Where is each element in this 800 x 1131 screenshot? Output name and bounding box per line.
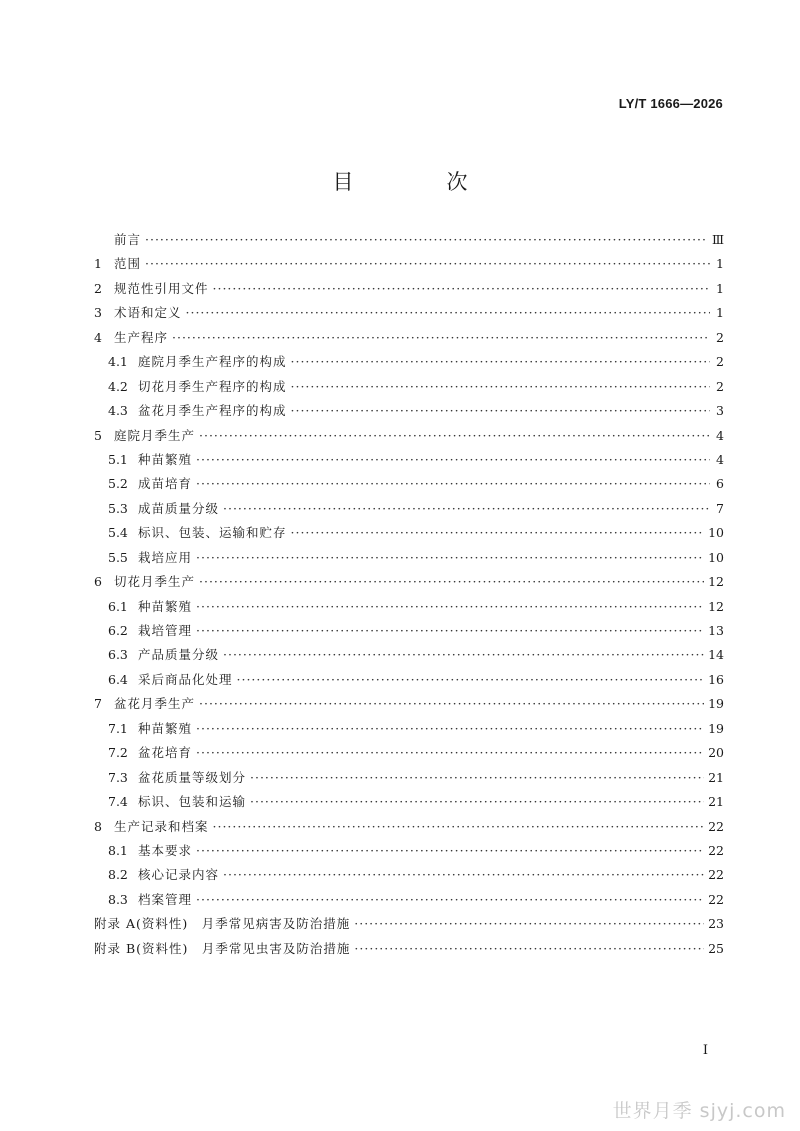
toc-entry-number: 5 (94, 427, 102, 443)
toc-entry[interactable] (94, 499, 724, 523)
toc-entry[interactable] (94, 817, 724, 841)
toc-entry[interactable] (94, 523, 724, 547)
toc-entry-page: 1 (716, 256, 724, 272)
toc-leader-dots (199, 428, 710, 443)
toc-leader-dots (354, 941, 704, 956)
toc-entry-page: 21 (708, 769, 724, 785)
toc-entry[interactable] (94, 548, 724, 572)
toc-entry[interactable] (94, 890, 724, 914)
toc-entry-page: 6 (716, 476, 724, 492)
toc-entry-number: 5.5 (108, 549, 128, 565)
page-title: 目 次 (332, 170, 504, 194)
toc-leader-dots (250, 770, 704, 785)
toc-entry-label: 庭院月季生产 (114, 427, 196, 443)
toc-leader-dots (196, 892, 704, 907)
toc-leader-dots (354, 916, 704, 931)
toc-entry-label: 庭院月季生产程序的构成 (138, 354, 287, 370)
toc-entry-page: 1 (716, 280, 724, 296)
toc-leader-dots (291, 403, 710, 418)
toc-entry-page: 22 (708, 842, 724, 858)
toc-entry[interactable] (94, 254, 724, 278)
toc-entry-label: 标识、包装、运输和贮存 (138, 525, 287, 541)
toc-entry-number: 7.1 (108, 720, 128, 736)
toc-entry-number: 4.1 (108, 354, 128, 370)
toc-entry-label: 产品质量分级 (138, 647, 220, 663)
toc-entry-page: 13 (708, 623, 724, 638)
toc-entry-label: 核心记录内容 (138, 867, 220, 883)
toc-entry-number: 6 (94, 574, 102, 590)
toc-entry[interactable] (94, 230, 724, 254)
toc-entry-label: 采后商品化处理 (138, 671, 233, 687)
toc-entry[interactable] (94, 597, 724, 621)
toc-entry-number: 5.4 (108, 525, 128, 541)
toc-entry-number: 7.2 (108, 745, 128, 761)
toc-entry-label: 术语和定义 (114, 305, 182, 321)
toc-leader-dots (196, 476, 710, 491)
toc-leader-dots (186, 305, 710, 320)
toc-entry-page: 12 (708, 574, 724, 590)
toc-entry-page: 2 (716, 354, 724, 370)
toc-entry-number: 6.4 (108, 671, 128, 687)
toc-entry-page: 19 (708, 720, 724, 736)
toc-entry-number: 3 (94, 305, 102, 321)
toc-entry[interactable] (94, 572, 724, 596)
toc-entry-number: 4.3 (108, 403, 128, 419)
toc-entry-number: 8.1 (108, 842, 128, 858)
toc-leader-dots (196, 721, 704, 736)
toc-leader-dots (199, 696, 704, 711)
toc-entry-number: 6.2 (108, 623, 128, 638)
toc-leader-dots (291, 525, 705, 540)
toc-entry[interactable] (94, 670, 724, 694)
toc-entry-number: 2 (94, 280, 102, 296)
toc-leader-dots (223, 867, 704, 882)
standard-code: LY/T 1666—2026 (618, 96, 723, 111)
toc-entry-label: 盆花月季生产程序的构成 (138, 403, 287, 419)
toc-entry[interactable] (94, 939, 724, 963)
toc-entry[interactable] (94, 450, 724, 474)
toc-entry-label: 基本要求 (138, 842, 193, 858)
toc-leader-dots (291, 379, 710, 394)
toc-entry-label: 盆花月季生产 (114, 696, 196, 712)
toc-leader-dots (213, 819, 705, 834)
toc-entry-label: 附录 A(资料性) 月季常见病害及防治措施 (94, 916, 351, 932)
toc-entry-label: 生产记录和档案 (114, 818, 209, 834)
toc-entry-label: 栽培应用 (138, 549, 193, 565)
toc-leader-dots (237, 672, 705, 687)
toc-entry-number: 5.1 (108, 451, 128, 467)
toc-entry[interactable] (94, 328, 724, 352)
toc-entry[interactable] (94, 865, 724, 889)
toc-leader-dots (223, 647, 704, 662)
toc-entry[interactable] (94, 401, 724, 425)
toc-entry-page: 10 (708, 525, 724, 541)
toc-leader-dots (291, 354, 710, 369)
watermark: 世界月季 sjyj.com (612, 1100, 786, 1122)
toc-entry-page: 23 (708, 916, 724, 932)
toc-entry-page: 25 (708, 940, 724, 956)
toc-entry[interactable] (94, 743, 724, 767)
toc-entry-page: 21 (708, 794, 724, 810)
toc-leader-dots (196, 745, 704, 760)
toc-entry-page: 10 (708, 549, 724, 565)
toc-entry-page: 14 (708, 647, 724, 663)
toc-entry-number: 7.4 (108, 794, 128, 810)
toc-leader-dots (145, 256, 710, 271)
toc-entry-number: 6.1 (108, 598, 128, 614)
toc-leader-dots (223, 501, 710, 516)
page-number: Ⅰ (702, 1043, 708, 1058)
toc-entry-page: Ⅲ (711, 232, 724, 247)
toc-entry-page: 1 (716, 305, 724, 321)
toc-entry-label: 盆花质量等级划分 (138, 769, 247, 785)
toc-entry-label: 范围 (114, 256, 142, 272)
toc-entry-label: 种苗繁殖 (138, 451, 193, 467)
toc-entry-page: 22 (708, 818, 724, 834)
toc-leader-dots (196, 623, 704, 638)
toc-entry-number: 5.2 (108, 476, 128, 492)
toc-leader-dots (172, 330, 710, 345)
toc-entry-label: 栽培管理 (138, 623, 193, 638)
toc-entry-page: 12 (708, 598, 724, 614)
toc-entry-page: 7 (716, 500, 724, 516)
toc-entry[interactable] (94, 719, 724, 743)
toc-entry[interactable] (94, 377, 724, 401)
toc-entry-number: 4.2 (108, 378, 128, 394)
toc-entry[interactable] (94, 768, 724, 792)
toc-entry-label: 生产程序 (114, 329, 169, 345)
toc-entry-label: 规范性引用文件 (114, 280, 209, 296)
toc-entry-number: 4 (94, 329, 102, 345)
toc-entry-label: 前言 (114, 232, 142, 247)
toc-entry-page: 20 (708, 745, 724, 761)
toc-entry[interactable] (94, 694, 724, 718)
toc-entry-label: 种苗繁殖 (138, 720, 193, 736)
toc-leader-dots (199, 574, 704, 589)
toc-leader-dots (196, 599, 704, 614)
toc-entry[interactable] (94, 352, 724, 376)
toc-entry[interactable] (94, 426, 724, 450)
toc-entry[interactable] (94, 792, 724, 816)
toc-entry-number: 5.3 (108, 500, 128, 516)
toc-entry-label: 切花月季生产 (114, 574, 196, 590)
toc-entry[interactable] (94, 914, 724, 938)
toc-entry-label: 盆花培育 (138, 745, 193, 761)
toc-entry-label: 标识、包装和运输 (138, 794, 247, 810)
toc-entry[interactable] (94, 621, 724, 645)
toc-leader-dots (196, 452, 710, 467)
toc-entry-number: 8.2 (108, 867, 128, 883)
toc-entry-page: 4 (716, 451, 724, 467)
toc-entry-page: 19 (708, 696, 724, 712)
toc-entry-page: 2 (716, 378, 724, 394)
toc-entry-number: 7.3 (108, 769, 128, 785)
toc-entry-label: 成苗培育 (138, 476, 193, 492)
toc-leader-dots (196, 843, 704, 858)
toc-entry[interactable] (94, 841, 724, 865)
toc-entry-page: 16 (708, 671, 724, 687)
toc-leader-dots (213, 281, 710, 296)
toc-leader-dots (196, 550, 704, 565)
toc-entry-page: 2 (716, 329, 724, 345)
toc-entry[interactable] (94, 474, 724, 498)
toc-entry[interactable] (94, 645, 724, 669)
toc-entry-number: 6.3 (108, 647, 128, 663)
toc-entry-page: 22 (708, 867, 724, 883)
toc-entry-label: 成苗质量分级 (138, 500, 220, 516)
toc-entry-label: 档案管理 (138, 891, 193, 907)
toc-entry-number: 8.3 (108, 891, 128, 907)
toc-entry-page: 4 (716, 427, 724, 443)
table-of-contents (94, 230, 724, 963)
toc-entry-page: 3 (716, 403, 724, 419)
toc-entry[interactable] (94, 303, 724, 327)
toc-entry-number: 1 (94, 256, 102, 272)
toc-entry-label: 附录 B(资料性) 月季常见虫害及防治措施 (94, 940, 351, 956)
toc-entry-number: 7 (94, 696, 102, 712)
toc-entry-page: 22 (708, 891, 724, 907)
toc-entry-number: 8 (94, 818, 102, 834)
toc-leader-dots (250, 794, 704, 809)
toc-entry-label: 种苗繁殖 (138, 598, 193, 614)
toc-entry[interactable] (94, 279, 724, 303)
toc-leader-dots (145, 232, 708, 247)
toc-entry-label: 切花月季生产程序的构成 (138, 378, 287, 394)
